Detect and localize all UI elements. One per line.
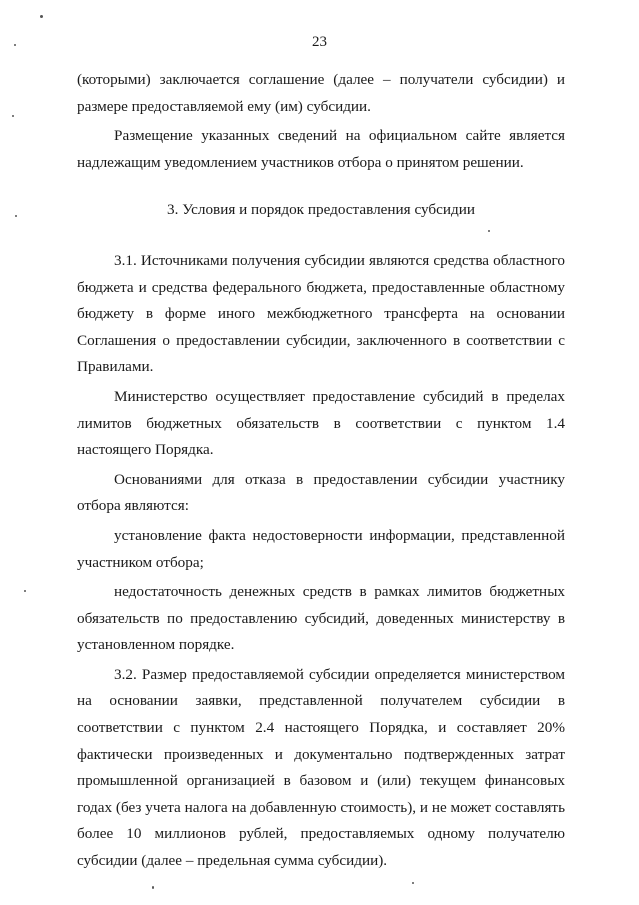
- list-item: недостаточность денежных средств в рамках лимитов бюджетных обязательств по предоставлению субсидий, доведенных министерству в установленном порядке.: [77, 583, 565, 654]
- paragraph: 3.2. Размер предоставляемой субсидии определяется министерством на основании заявки, представленной получателем субсидии в соответствии с пунктом 2.4 настоящего Порядка, и составляет 20% фактически произведенных и документально подтвержденных затрат промышленной организацией в базовом и (или) текущем финансовых годах (без учета налога на добавленную стоимость), и не может составлять более 10 миллионов рублей, предоставляемых одному получателю субсидии (далее – предельная сумма субсидии).: [77, 665, 565, 870]
- paragraph: (которыми) заключается соглашение (далее – получатели субсидии) и размере предоставляемой ему (им) субсидии.: [77, 71, 565, 115]
- scan-speck: [40, 15, 43, 18]
- document-body: [77, 67, 565, 875]
- paragraph: Министерство осуществляет предоставление субсидий в пределах лимитов бюджетных обязательств в соответствии с пунктом 1.4 настоящего Порядка.: [77, 387, 565, 459]
- paragraph: Основаниями для отказа в предоставлении субсидии участнику отбора являются:: [77, 470, 565, 515]
- paragraph: 3.1. Источниками получения субсидии являются средства областного бюджета и средства федерального бюджета, предоставленные областному бюджету в форме иного межбюджетного трансферта на основании Соглашения о предоставлении субсидии, заключенного в соответствии с Правилами.: [77, 251, 565, 376]
- scan-speck: [412, 882, 414, 884]
- scan-speck: [12, 115, 14, 117]
- paragraph: Размещение указанных сведений на официальном сайте является надлежащим уведомлением участников отбора о принятом решении.: [77, 127, 565, 171]
- scan-speck: [24, 590, 26, 592]
- page-number: 23: [312, 34, 327, 50]
- section-heading: 3. Условия и порядок предоставления субсидии: [167, 201, 475, 219]
- scan-speck: [15, 215, 17, 217]
- list-item: установление факта недостоверности информации, представленной участником отбора;: [77, 526, 565, 571]
- scan-speck: [152, 886, 154, 889]
